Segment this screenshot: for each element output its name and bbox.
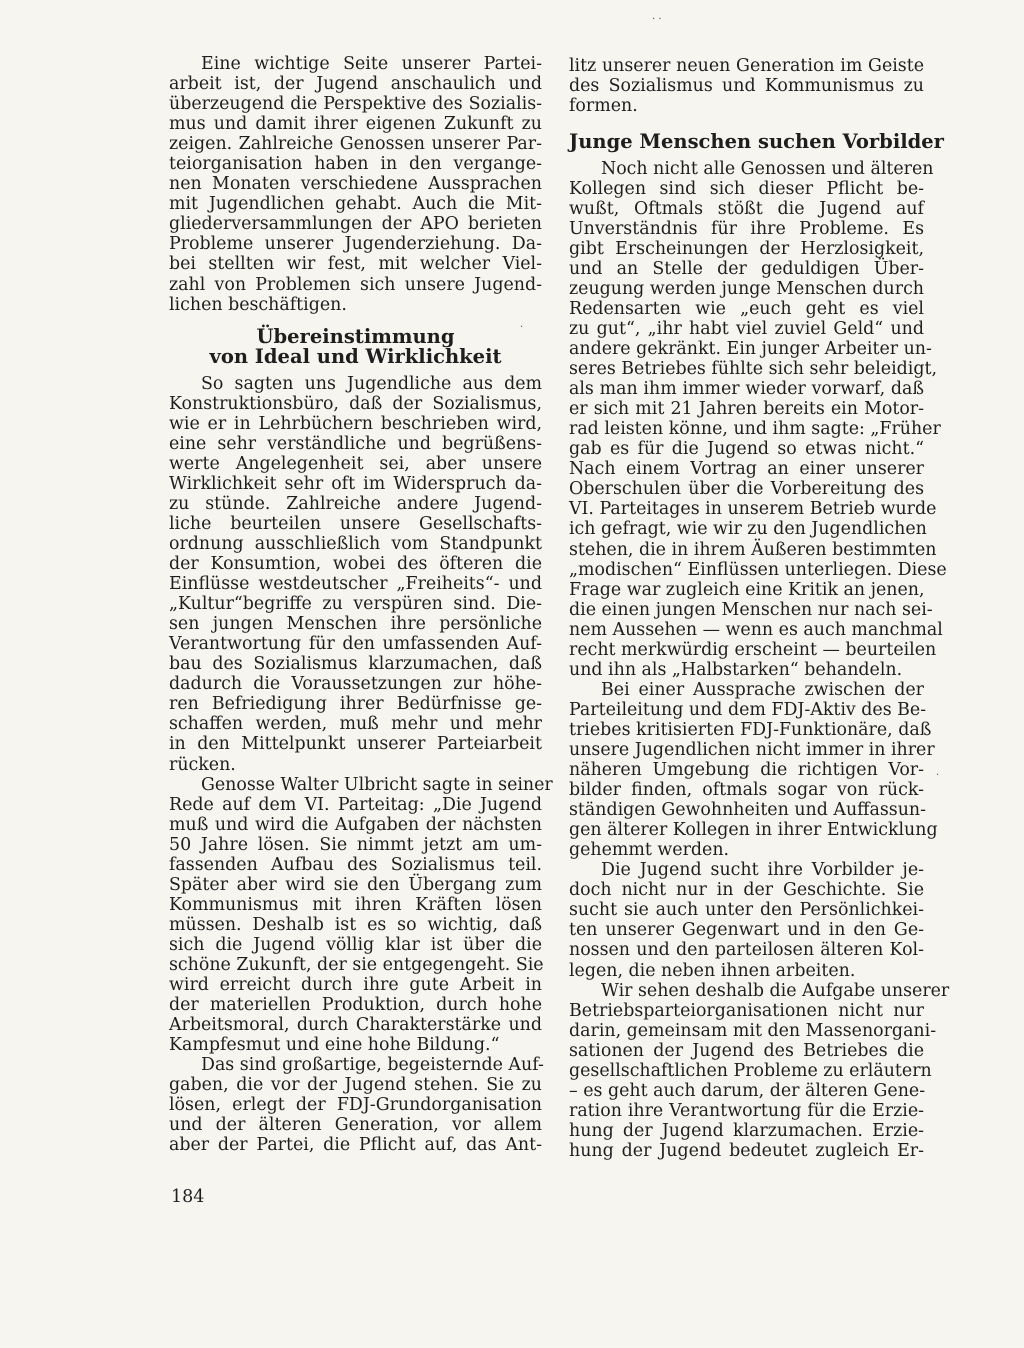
text-line: wußt, Oftmals stößt die Jugend auf <box>569 198 924 219</box>
text-line: Verantwortung für den umfassenden Auf- <box>169 634 542 655</box>
text-line: stehen, die in ihrem Äußeren bestimmten <box>569 539 937 560</box>
text-line: Später aber wird sie den Übergang zum <box>169 874 542 895</box>
text-line: ordnung ausschließlich vom Standpunkt <box>169 533 542 554</box>
text-line: recht merkwürdig erscheint — beurteilen <box>569 639 937 660</box>
text-line: Noch nicht alle Genossen und älteren <box>601 158 934 179</box>
text-line: sich die Jugend völlig klar ist über die <box>169 934 542 955</box>
paragraph <box>569 679 938 861</box>
text-line: bilder finden, oftmals sogar von rück- <box>569 780 924 801</box>
text-line: schaffen werden, muß mehr und mehr <box>169 714 542 735</box>
text-line: sationen der Jugend des Betriebes die <box>569 1040 924 1061</box>
text-line: bei stellten wir fest, mit welcher Viel- <box>169 254 542 275</box>
paragraph <box>169 374 542 775</box>
text-line: Kampfesmut und eine hohe Bildung.“ <box>169 1035 500 1056</box>
paragraph <box>569 860 924 980</box>
text-line: in den Mittelpunkt unserer Parteiarbeit <box>169 734 542 755</box>
paragraph <box>169 54 542 315</box>
text-line: lichen beschäftigen. <box>169 294 347 315</box>
text-line: 50 Jahre lösen. Sie nimmt jetzt am um- <box>169 834 542 855</box>
text-line: – es geht auch darum, der älteren Gene- <box>569 1080 926 1101</box>
paragraph <box>169 1055 542 1155</box>
text-line: Einflüsse westdeutscher „Freiheits“- und <box>169 574 542 595</box>
text-line: ration ihre Verantwortung für die Erzie- <box>569 1100 924 1121</box>
text-line: Probleme unserer Jugenderziehung. Da- <box>169 234 542 255</box>
paragraph <box>569 980 950 1161</box>
text-line: gab es für die Jugend so etwas nicht.“ <box>569 439 924 460</box>
text-line: arbeit ist, der Jugend anschaulich und <box>169 74 542 95</box>
paragraph <box>569 158 947 680</box>
text-line: doch nicht nur in der Geschichte. Sie <box>569 880 924 901</box>
scan-speck: · <box>936 770 940 781</box>
text-line: überzeugend die Perspektive des Sozialis- <box>169 94 542 115</box>
text-line: Eine wichtige Seite unserer Partei- <box>201 54 542 74</box>
text-line: So sagten uns Jugendliche aus dem <box>201 373 542 394</box>
left-column <box>169 54 553 1156</box>
text-line: ren Befriedigung ihrer Bedürfnisse ge- <box>169 694 542 715</box>
text-line: nem Aussehen — wenn es auch manchmal <box>569 619 943 640</box>
text-line: legen, die neben ihnen arbeiten. <box>569 960 856 981</box>
text-line: schöne Zukunft, der sie entgegengeht. Sie <box>169 954 544 975</box>
text-line: und an Stelle der geduldigen Über- <box>569 258 924 279</box>
text-line: eine sehr verständliche und begrüßens- <box>169 433 542 454</box>
text-line: als man ihm immer wieder vorwarf, daß <box>569 379 924 400</box>
section-heading-line-1: Übereinstimmung <box>256 324 455 348</box>
text-line: hung der Jugend klarzumachen. Erzie- <box>569 1120 924 1141</box>
text-line: Konstruktionsbüro, daß der Sozialismus, <box>169 393 542 414</box>
text-line: Parteileitung und dem FDJ-Aktiv des Be- <box>569 699 927 720</box>
text-line: formen. <box>569 96 638 117</box>
text-line: ich gefragt, wie wir zu den Jugendlichen <box>569 519 927 540</box>
text-line: Frage war zugleich eine Kritik an jenen, <box>569 579 925 600</box>
scan-speck: · <box>520 322 524 333</box>
text-line: litz unserer neuen Generation im Geiste <box>569 56 924 76</box>
text-line: und ihn als „Halbstarken“ behandeln. <box>569 659 903 680</box>
text-line: gaben, die vor der Jugend stehen. Sie zu <box>169 1075 542 1096</box>
text-line: der materiellen Produktion, durch hohe <box>169 995 542 1016</box>
text-line: Unverständnis für ihre Probleme. Es <box>569 218 924 239</box>
text-line: gibt Erscheinungen der Herzlosigkeit, <box>569 238 924 259</box>
text-line: darin, gemeinsam mit den Massenorgani- <box>569 1020 937 1041</box>
text-line: liche beurteilen unsere Gesellschafts- <box>169 513 542 534</box>
text-line: andere gekränkt. Ein junger Arbeiter un- <box>569 339 932 360</box>
text-line: Nach einem Vortrag an einer unserer <box>569 459 924 480</box>
text-line: gliederversammlungen der APO berieten <box>169 214 542 235</box>
text-line: gen älterer Kollegen in ihrer Entwicklung <box>569 820 938 841</box>
text-line: unsere Jugendlichen nicht immer in ihrer <box>569 740 935 760</box>
text-line: „modischen“ Einflüssen unterliegen. Diese <box>569 559 947 580</box>
text-line: Betriebsparteiorganisationen nicht nur <box>569 1000 924 1021</box>
text-line: VI. Parteitages in unserem Betrieb wurde <box>569 499 937 520</box>
text-line: bau des Sozialismus klarzumachen, daß <box>169 654 542 675</box>
text-line: des Sozialismus und Kommunismus zu <box>569 76 924 97</box>
text-line: Rede auf dem VI. Parteitag: „Die Jugend <box>169 794 542 815</box>
text-line: zu stünde. Zahlreiche andere Jugend- <box>169 493 542 514</box>
text-line: Kommunismus mit ihren Kräften lösen <box>169 894 542 915</box>
text-line: triebes kritisierten FDJ-Funktionäre, daß <box>569 719 932 740</box>
text-line: sucht sie auch unter den Persönlichkei- <box>569 900 924 921</box>
text-line: Arbeitsmoral, durch Charakterstärke und <box>169 1015 542 1036</box>
text-line: wird erreicht durch ihre gute Arbeit in <box>169 975 542 996</box>
text-line: mit Jugendlichen gehabt. Auch die Mit- <box>169 194 542 215</box>
text-line: gehemmt werden. <box>569 840 730 861</box>
text-line: ten unserer Gegenwart und in den Ge- <box>569 920 924 941</box>
text-line: Bei einer Aussprache zwischen der <box>601 679 924 700</box>
text-line: Wirklichkeit sehr oft im Widerspruch da- <box>169 473 542 494</box>
paragraph <box>169 774 553 1056</box>
text-line: muß und wird die Aufgaben der nächsten <box>169 814 542 835</box>
text-line: teiorganisation haben in den vergange- <box>169 154 542 175</box>
text-line: Genosse Walter Ulbricht sagte in seiner <box>201 774 553 795</box>
scan-speck: · · <box>652 14 662 25</box>
text-line: sen jungen Menschen ihre persönliche <box>169 614 542 635</box>
text-line: rad leisten könne, und ihm sagte: „Früher <box>569 419 941 440</box>
right-column <box>569 56 950 1161</box>
text-line: näheren Umgebung die richtigen Vor- <box>569 760 924 781</box>
text-line: fassenden Aufbau des Sozialismus teil. <box>169 854 542 875</box>
text-line: „Kultur“begriffe zu verspüren sind. Die- <box>169 594 542 615</box>
text-line: rücken. <box>169 754 236 775</box>
text-line: nen Monaten verschiedene Aussprachen <box>169 174 542 195</box>
text-line: aber der Partei, die Pflicht auf, das Ant- <box>169 1135 542 1156</box>
text-line: dadurch die Voraussetzungen zur höhe- <box>169 674 542 695</box>
paragraph <box>569 56 924 116</box>
text-line: gesellschaftlichen Probleme zu erläutern <box>569 1060 932 1081</box>
text-line: zahl von Problemen sich unsere Jugend- <box>169 274 542 295</box>
text-line: Kollegen sind sich dieser Pflicht be- <box>569 178 924 199</box>
text-line: der Konsumtion, wobei des öfteren die <box>169 554 542 575</box>
text-line: müssen. Deshalb ist es so wichtig, daß <box>169 914 542 935</box>
text-line: nossen und den parteilosen älteren Kol- <box>569 940 924 961</box>
text-line: Die Jugend sucht ihre Vorbilder je- <box>601 860 924 881</box>
text-line: Oberschulen über die Vorbereitung des <box>569 479 924 500</box>
text-line: Redensarten wie „euch geht es viel <box>569 298 924 319</box>
page-number: 184 <box>171 1187 205 1207</box>
text-line: seres Betriebes fühlte sich sehr beleidigt, <box>569 359 937 380</box>
text-line: und der älteren Generation, vor allem <box>169 1115 542 1136</box>
text-line: zeigen. Zahlreiche Genossen unserer Par- <box>169 134 542 155</box>
text-line: wie er in Lehrbüchern beschrieben wird, <box>169 413 542 434</box>
section-heading: Junge Menschen suchen Vorbilder <box>569 130 944 154</box>
text-line: lösen, erlegt der FDJ-Grundorganisation <box>169 1095 542 1116</box>
section-heading-line-2: von Ideal und Wirklichkeit <box>209 345 502 369</box>
text-line: die einen jungen Menschen nur nach sei- <box>569 599 933 620</box>
text-line: werte Angelegenheit sei, aber unsere <box>169 453 542 474</box>
text-line: ständigen Gewohnheiten und Auffassun- <box>569 800 927 821</box>
text-line: hung der Jugend bedeutet zugleich Er- <box>569 1140 924 1161</box>
text-line: Das sind großartige, begeisternde Auf- <box>201 1055 544 1076</box>
text-line: Wir sehen deshalb die Aufgabe unserer <box>601 980 950 1001</box>
text-line: mus und damit ihrer eigenen Zukunft zu <box>169 114 542 135</box>
text-line: zeugung werden junge Menschen durch <box>569 278 925 299</box>
text-line: er sich mit 21 Jahren bereits ein Motor- <box>569 399 924 420</box>
text-line: zu gut“, „ihr habt viel zuviel Geld“ und <box>569 319 924 340</box>
